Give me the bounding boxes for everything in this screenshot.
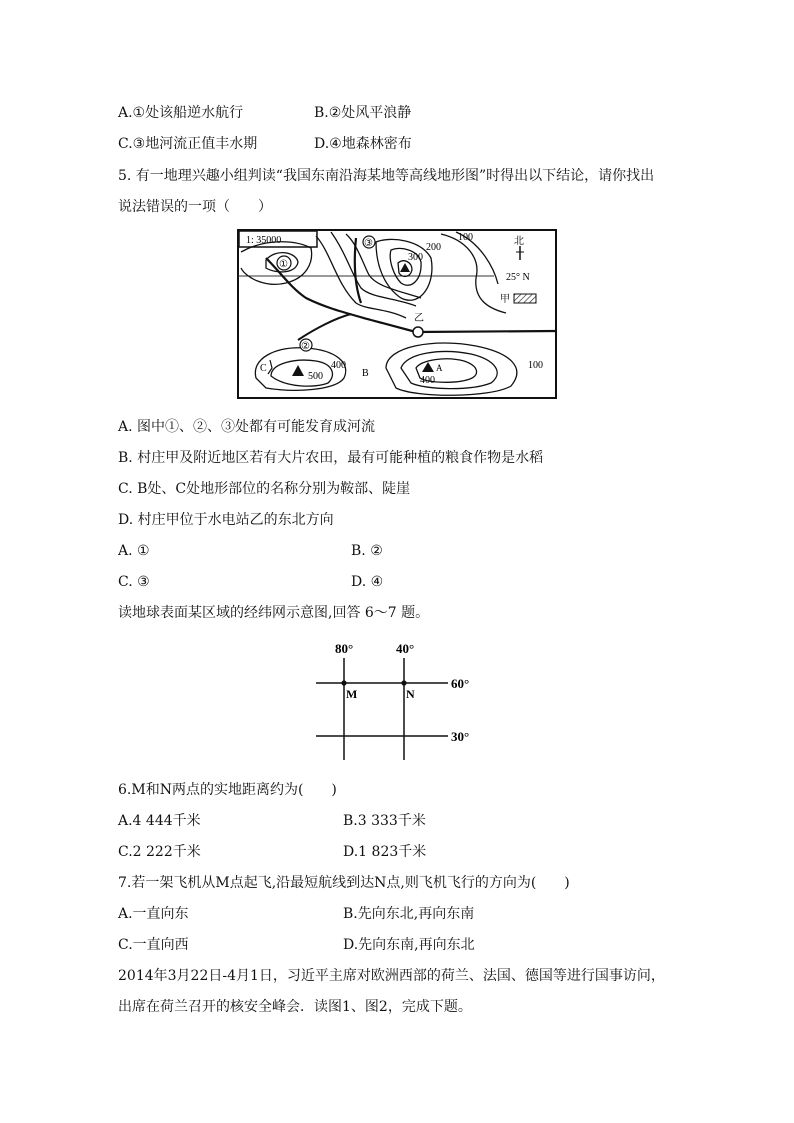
q6-option-b: B.3 333千米: [343, 813, 426, 829]
q7-option-b: B.先向东北,再向东南: [343, 906, 475, 922]
scale-label: 1: 35000: [246, 235, 282, 246]
q5-statement-c: C. B处、C处地形部位的名称分别为鞍部、陡崖: [118, 481, 411, 497]
north-label: 北: [514, 236, 524, 247]
q6-stem: 6.M和N两点的实地距离约为( ): [118, 782, 337, 798]
label-n: N: [406, 687, 415, 701]
village-legend-icon: [514, 294, 536, 303]
station-label: 乙: [414, 313, 424, 324]
q5-stem-line2: 说法错误的一项（ ）: [118, 199, 272, 215]
point-n-icon: [401, 680, 406, 685]
label-80: 80°: [335, 641, 354, 656]
label-60: 60°: [451, 676, 470, 691]
q4-option-d: D.④地森林密布: [314, 136, 412, 152]
legend-village-label: 甲: [500, 294, 510, 305]
q7-option-a: A.一直向东: [118, 906, 189, 922]
marker-1-label: ①: [279, 259, 288, 270]
elev-500: 500: [308, 371, 323, 382]
elev-300: 300: [408, 252, 423, 263]
graticule-svg: [310, 638, 480, 768]
q4-option-a: A.①处该船逆水航行: [118, 105, 244, 121]
q4-option-c: C.③地河流正值丰水期: [118, 136, 258, 152]
marker-3-label: ③: [364, 238, 373, 249]
elev-200: 200: [426, 242, 441, 253]
elev-100-top: 100: [458, 232, 473, 243]
q5-stem-line1: 5. 有一地理兴趣小组判读“我国东南沿海某地等高线地形图”时得出以下结论，请你找出: [118, 168, 655, 184]
label-m: M: [346, 687, 358, 701]
contour-map: [236, 228, 558, 400]
q5-statement-b: B. 村庄甲及附近地区若有大片农田，最有可能种植的粮食作物是水稻: [118, 450, 544, 466]
q5-statement-a: A. 图中①、②、③处都有可能发育成河流: [118, 419, 376, 435]
q6-option-a: A.4 444千米: [118, 813, 201, 829]
elev-100-right: 100: [528, 360, 543, 371]
q5-option-d: D. ④: [351, 574, 384, 590]
q5-option-b: B. ②: [351, 543, 383, 559]
q5-option-c: C. ③: [118, 574, 150, 590]
peak-a-label: A: [436, 363, 443, 373]
cliff-c-label: C: [260, 363, 267, 374]
q7-option-c: C.一直向西: [118, 937, 189, 953]
label-30: 30°: [451, 729, 470, 744]
passage-line1: 2014年3月22日-4月1日，习近平主席对欧洲西部的荷兰、法国、德国等进行国事访问，: [118, 968, 665, 984]
q7-option-d: D.先向东南,再向东北: [343, 937, 475, 953]
latitude-label: 25° N: [506, 272, 530, 283]
point-m-icon: [341, 680, 346, 685]
q5-statement-d: D. 村庄甲位于水电站乙的东北方向: [118, 512, 334, 528]
hydro-station-icon: [413, 327, 423, 337]
graticule-figure: [310, 638, 480, 768]
q7-stem: 7.若一架飞机从M点起飞,沿最短航线到达N点,则飞机飞行的方向为( ): [118, 875, 570, 891]
q6-option-d: D.1 823千米: [343, 844, 427, 860]
passage-line2: 出席在荷兰召开的核安全峰会．读图1、图2，完成下题。: [118, 999, 472, 1015]
q6-option-c: C.2 222千米: [118, 844, 201, 860]
intro-6-7: 读地球表面某区域的经纬网示意图,回答 6～7 题。: [118, 605, 430, 621]
contour-map-svg: [236, 228, 558, 400]
elev-400-left: 400: [331, 360, 346, 371]
elev-400-bottom: 400: [420, 375, 435, 386]
saddle-b-label: B: [362, 368, 369, 379]
label-40: 40°: [396, 641, 415, 656]
q4-option-b: B.②处风平浪静: [314, 105, 412, 121]
marker-2-label: ②: [301, 341, 310, 352]
q5-option-a: A. ①: [118, 543, 150, 559]
